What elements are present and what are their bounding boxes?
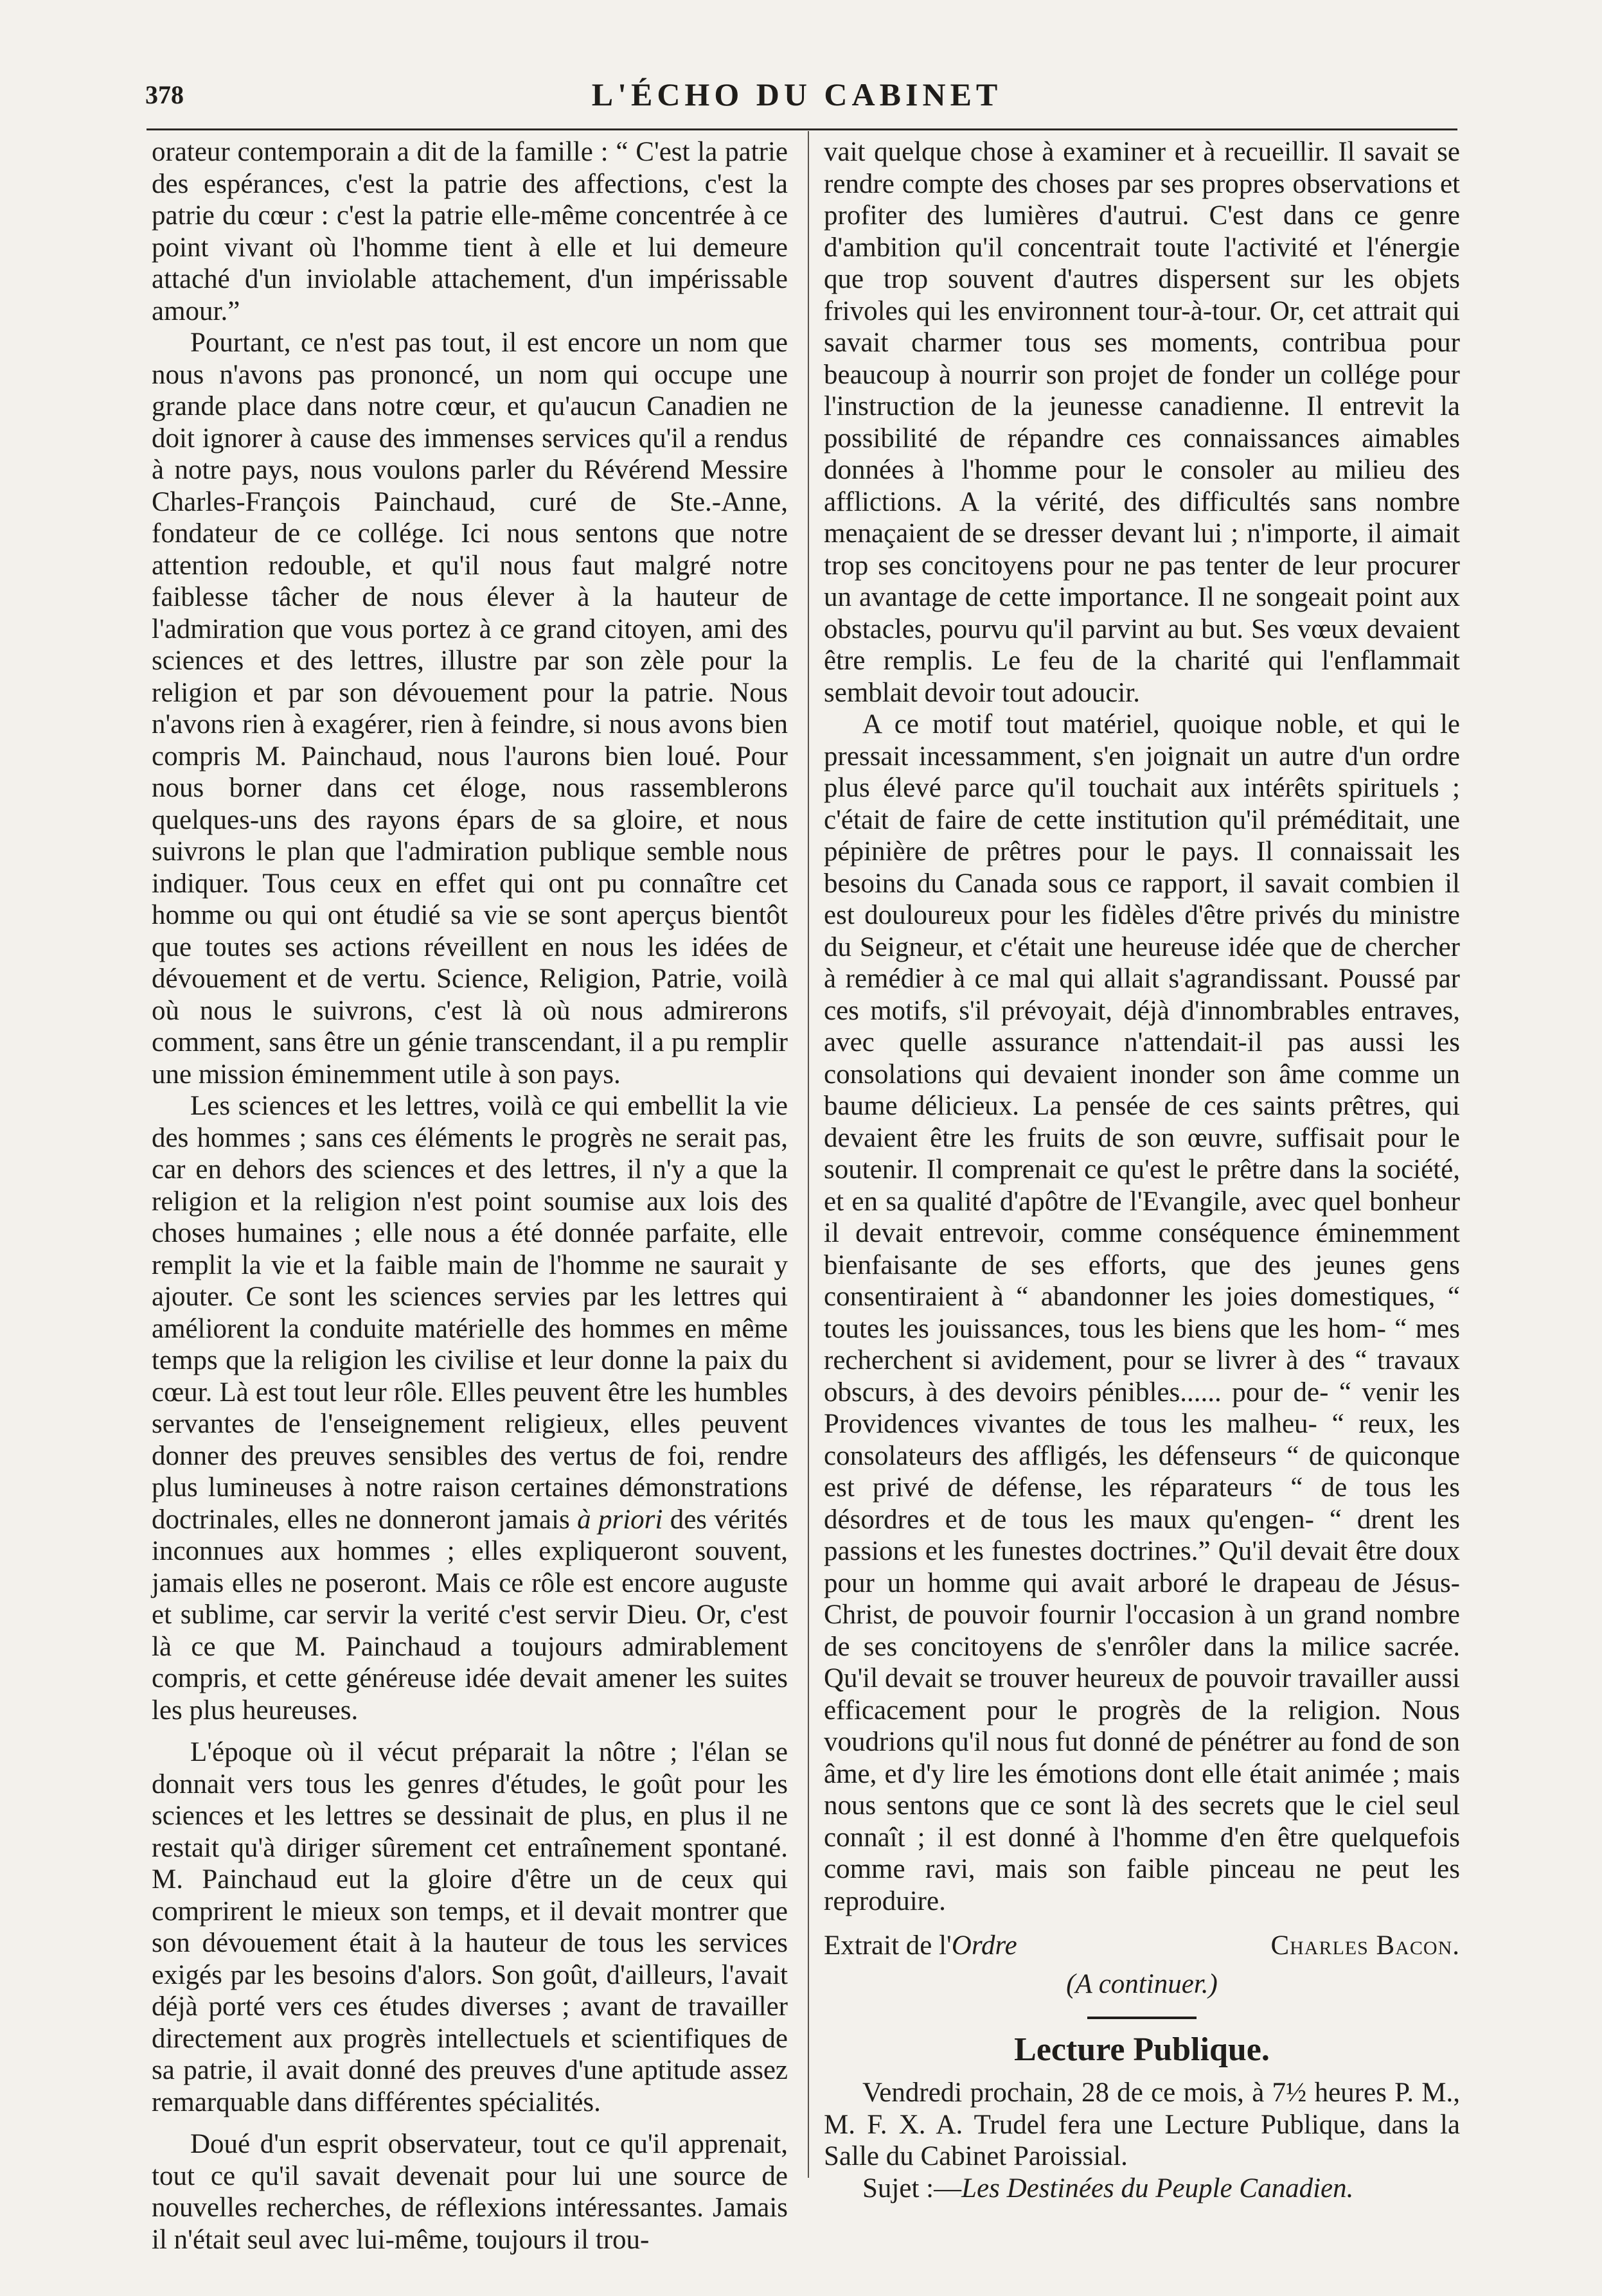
subject-label: Sujet :— (862, 2173, 962, 2203)
lecture-notice: Vendredi prochain, 28 de ce mois, à 7½ heures P. M., M. F. X. A. Trudel fera une Lecture Publique, dans la Salle du Cabinet Paroissial. (824, 2078, 1460, 2171)
page-header (135, 76, 1459, 127)
paragraph (152, 1090, 788, 1726)
paragraph: Pourtant, ce n'est pas tout, il est encore un nom que nous n'avons pas prononcé, un nom qui occupe une grande place dans notre cœur, et qu'aucun Canadien ne doit ignorer à cause des immenses services qu'il a rendus à notre pays, nous voulons parler du Révérend Messire Charles-François Painchaud, curé de Ste.-Anne, fondateur de ce collége. Ici nous sentons que notre attention redouble, et qu'il nous faut malgré notre faiblesse tâcher de nous élever à la hauteur de l'admiration que vous portez à ce grand citoyen, ami des sciences et des lettres, illustre par son zèle pour la religion et par son dévouement pour la patrie. Nous n'avons rien à exagérer, rien à feindre, si nous avons bien compris M. Painchaud, nous l'aurons bien loué. Pour nous borner dans cet éloge, nous rassemblerons quelques-uns des rayons épars de sa gloire, et nous suivrons le plan que l'admiration publique semble nous indiquer. Tous ceux en effet qui ont pu connaître cet homme ou qui ont étudié sa vie se sont aperçus bientôt que toutes ses actions réveillent en nous les idées de dévouement et de vertu. Science, Religion, Patrie, voilà où nous le suivrons, c'est là où nous admirerons comment, sans être un génie transcendant, il a pu remplir une mission éminemment utile à son pays. (152, 328, 788, 1090)
paragraph: orateur contemporain a dit de la famille : “ C'est la patrie des espérances, c'est la patrie des affections, c'est la patrie du cœur : c'est la patrie elle-même concentrée à ce point vivant où l'homme tient à elle et lui demeure attaché d'un inviolable attachement, d'un impérissable amour.” (152, 137, 788, 326)
section-separator (1087, 2017, 1197, 2019)
paragraph: Doué d'un esprit observateur, tout ce qu'il apprenait, tout ce qu'il savait devenait pour lui une source de nouvelles recherches, de réflexions intéressantes. Jamais il n'était seul avec lui-même, toujours il trou- (152, 2129, 788, 2255)
column-divider (808, 131, 809, 2178)
page-number: 378 (145, 80, 184, 109)
lecture-subject (824, 2173, 1460, 2205)
journal-title: L'ÉCHO DU CABINET (591, 76, 1002, 112)
continued-note: (A continuer.) (1066, 1968, 1218, 1999)
source-line (824, 1930, 1017, 1962)
emphasis-text: à priori (577, 1504, 663, 1535)
subject-title: Les Destinées du Peuple Canadien. (961, 2173, 1354, 2203)
header-rule (147, 128, 1457, 130)
paragraph-text: Les sciences et les lettres, voilà ce qui embellit la vie des hommes ; sans ces éléments le progrès ne serait pas, car en dehors des sciences et des lettres, il n'y a que la religion et la religion n'est point soumise aux lois des choses humaines ; elle nous a été donnée parfaite, elle remplit la vie et la faible main de l'homme ne saurait y ajouter. Ce sont les sciences servies par les lettres qui améliorent la conduite matérielle des hommes en même temps que la religion les civilise et leur donne la paix du cœur. Là est tout leur rôle. Elles peuvent être les humbles servantes de l'enseignement religieux, elles peuvent donner des preuves sensibles des vertus de foi, rendre plus lumineuses à notre raison certaines démonstrations doctrinales, elles ne donneront jamais (152, 1091, 788, 1535)
left-column (152, 136, 788, 2256)
paragraph-text: des vérités inconnues aux hommes ; elles expliqueront souvent, jamais elles ne poseront. Mais ce rôle est encore auguste et sublime, car servir la verité c'est servir Dieu. Or, c'est là ce que M. Painchaud a toujours admirablement compris, et cette généreuse idée devait amener les suites les plus heureuses. (152, 1504, 788, 1726)
paragraph: A ce motif tout matériel, quoique noble, et qui le pressait incessamment, s'en joignait un autre d'un ordre plus élevé parce qu'il touchait aux intérêts spirituels ; c'était de faire de cette institution qu'il préméditait, une pépinière de prêtres pour le pays. Il connaissait les besoins du Canada sous ce rapport, il savait combien il est douloureux pour les fidèles d'être privés du ministre du Seigneur, et c'était une heureuse idée que de chercher à remédier à ce mal qui allait s'agrandissant. Poussé par ces motifs, s'il prévoyait, déjà d'innombrables entraves, avec quelle assurance n'attendait-il pas aussi les consolations qui devaient inonder son âme comme un baume délicieux. La pensée de ces saints prêtres, qui devaient être les fruits de son œuvre, suffisait pour le soutenir. Il comprenait ce qu'est le prêtre dans la société, et en sa qualité d'apôtre de l'Evangile, avec quel bonheur il devait entrevoir, comme conséquence éminemment bienfaisante de ses efforts, que des jeunes gens consentiraient à “ abandonner les joies domestiques, “ toutes les jouissances, tous les biens que les hom- “ mes recherchent si avidement, pour se livrer à des “ travaux obscurs, à des devoirs pénibles...... pour de- “ venir les Providences vivantes de tous les malheu- “ reux, les consolateurs des affligés, les défenseurs “ de quiconque est privé de défense, les réparateurs “ de tous les désordres et de tous les maux qu'engen- “ drent les passions et les funestes doctrines.” Qu'il devait être doux pour un homme qui avait arboré le drapeau de Jésus-Christ, de pouvoir fournir l'occasion à un grand nombre de ses concitoyens de s'enrôler dans la milice sacrée. Qu'il devait se trouver heureux de pouvoir travailler aussi efficacement pour le progrès de la religion. Nous voudrions qu'il nous fut donné de pénétrer au fond de son âme, et d'y lire les émotions dont elle était animée ; mais nous sentons que ce sont là des secrets que le ciel seul connaît ; il est donné à l'homme d'en être quelquefois comme ravi, mais son faible pinceau ne peut les reproduire. (824, 709, 1460, 1916)
article-signature (824, 1930, 1460, 1962)
author-name: Charles Bacon. (1270, 1930, 1460, 1961)
section-title: Lecture Publique. (1014, 2031, 1270, 2068)
source-name: Ordre (951, 1930, 1017, 1961)
paragraph: L'époque où il vécut préparait la nôtre ; l'élan se donnait vers tous les genres d'études, le goût pour les sciences et les lettres se dessinait de plus, en plus il ne restait qu'à diriger sûrement cet entraînement spontané. M. Painchaud eut la gloire d'être un de ceux qui comprirent le mieux son temps, et il devait montrer que son dévouement était à la hauteur de tous les services exigés par les besoins d'alors. Son goût, d'ailleurs, l'avait déjà porté vers ces études diverses ; avant de travailler directement aux progrès intellectuels et scientifiques de sa patrie, il avait donné des preuves d'une aptitude assez remarquable dans différentes spécialités. (152, 1737, 788, 2117)
source-prefix: Extrait de l' (824, 1930, 952, 1961)
right-column (824, 136, 1460, 2204)
paragraph: vait quelque chose à examiner et à recueillir. Il savait se rendre compte des choses par ses propres observations et profiter des lumières d'autrui. C'est dans ce genre d'ambition qu'il concentrait toute l'activité et l'énergie que trop souvent d'autres dispersent sur les objets frivoles qui les environnent tour-à-tour. Or, cet attrait qui savait charmer tous ses moments, contribua pour beaucoup à nourrir son projet de fonder un collége pour l'instruction de la jeunesse canadienne. Il entrevit la possibilité de répandre ces connaissances aimables données à l'homme pour le consoler au milieu des afflictions. A la vérité, des difficultés sans nombre menaçaient de se dresser devant lui ; n'importe, il aimait trop ses concitoyens pour ne pas tenter de leur procurer un avantage de cette importance. Il ne songeait point aux obstacles, pourvu qu'il parvint au but. Ses vœux devaient être remplis. Le feu de la charité qui l'enflammait semblait devoir tout adoucir. (824, 137, 1460, 708)
